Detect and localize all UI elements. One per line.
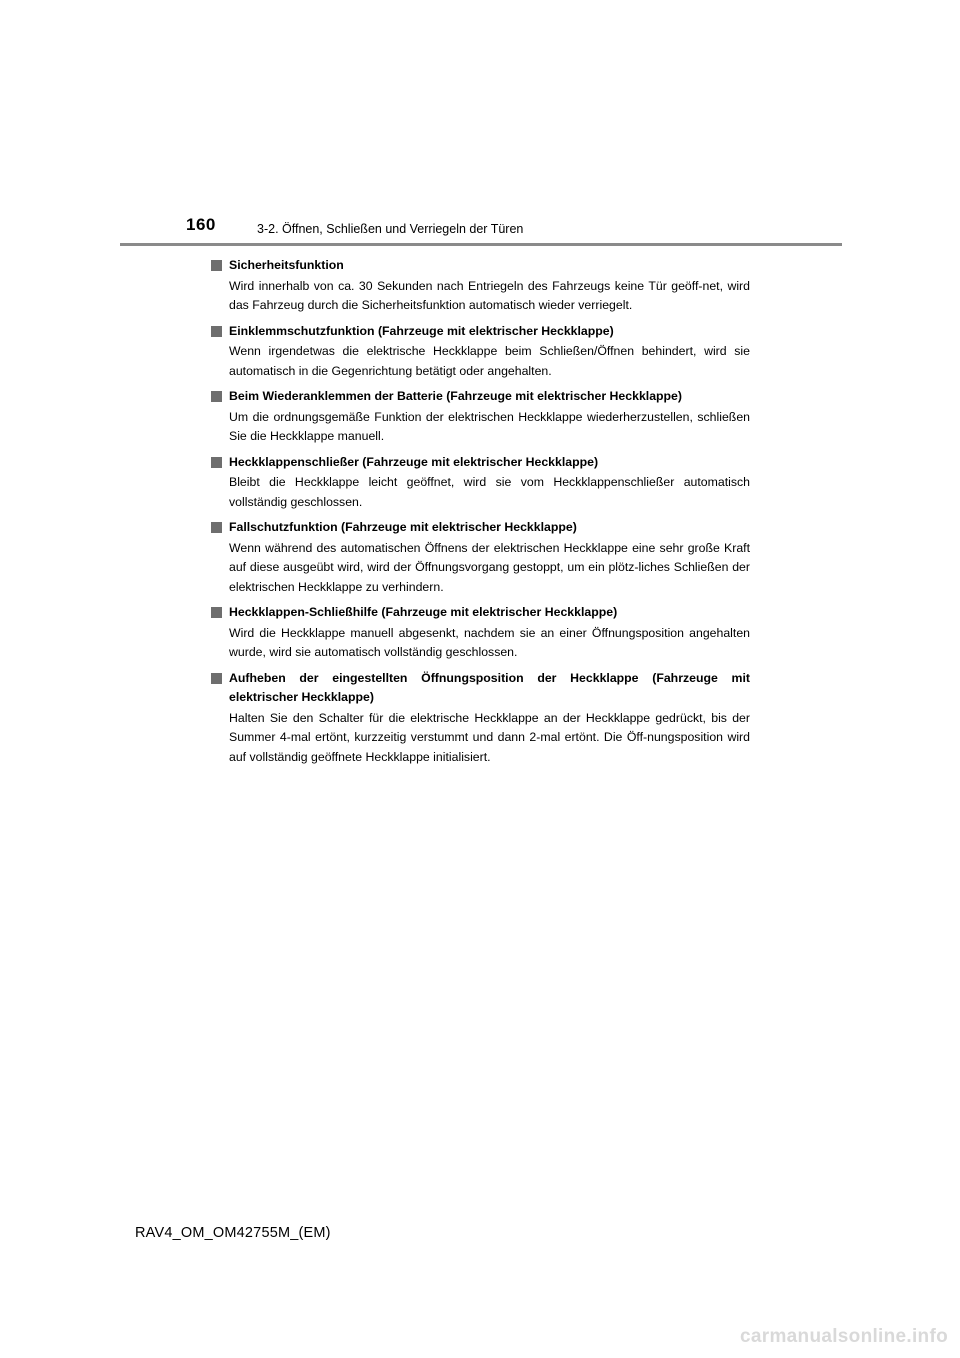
section-heading-text: Einklemmschutzfunktion (Fahrzeuge mit elektrischer Heckklappe) bbox=[229, 323, 614, 338]
section-heading bbox=[210, 518, 750, 538]
section-battery-reconnect bbox=[210, 387, 750, 447]
square-bullet-icon bbox=[211, 607, 222, 618]
square-bullet-icon bbox=[211, 522, 222, 533]
section-body: Bleibt die Heckklappe leicht geöffnet, wird sie vom Heckklappenschließer automatisch vollständig geschlossen. bbox=[229, 475, 750, 509]
section-cancel-opening-position bbox=[210, 669, 750, 768]
header-divider bbox=[120, 243, 842, 246]
section-safety-function bbox=[210, 256, 750, 316]
section-heading-text: Aufheben der eingestellten Öffnungsposition der Heckklappe (Fahrzeuge mit elektrischer Heckklappe) bbox=[229, 670, 750, 704]
square-bullet-icon bbox=[211, 457, 222, 468]
square-bullet-icon bbox=[211, 391, 222, 402]
section-heading-text: Beim Wiederanklemmen der Batterie (Fahrzeuge mit elektrischer Heckklappe) bbox=[229, 389, 682, 403]
page-number: 160 bbox=[186, 215, 216, 234]
section-body: Um die ordnungsgemäße Funktion der elektrischen Heckklappe wiederherzustellen, schließen Sie die Heckklappe manuell. bbox=[229, 409, 750, 443]
square-bullet-icon bbox=[211, 260, 222, 271]
section-jam-protection bbox=[210, 322, 750, 382]
section-heading bbox=[210, 387, 750, 407]
section-body: Wenn irgendetwas die elektrische Heckklappe beim Schließen/Öffnen behindert, wird sie automatisch in die Gegenrichtung betätigt oder angehalten. bbox=[229, 344, 750, 378]
main-content bbox=[210, 256, 750, 773]
section-closing-assist bbox=[210, 603, 750, 663]
section-heading bbox=[210, 256, 750, 276]
section-heading-text: Heckklappenschließer (Fahrzeuge mit elektrischer Heckklappe) bbox=[229, 454, 599, 469]
section-body: Wenn während des automatischen Öffnens der elektrischen Heckklappe eine sehr große Kraft auf diese ausgeübt wird, wird der Öffnungsvorgang gestoppt, um ein plötz-liches Schließen der elektrischen Heckklappe zu verhindern. bbox=[229, 540, 750, 594]
section-heading-text: Sicherheitsfunktion bbox=[229, 258, 344, 272]
section-heading bbox=[210, 669, 750, 708]
manual-code-footer: RAV4_OM_OM42755M_(EM) bbox=[135, 1225, 331, 1241]
section-title: 3-2. Öffnen, Schließen und Verriegeln der Türen bbox=[257, 222, 524, 236]
section-heading bbox=[210, 322, 750, 342]
section-body: Wird die Heckklappe manuell abgesenkt, nachdem sie an einer Öffnungsposition angehalten wurde, wird sie automatisch vollständig geschlossen. bbox=[229, 625, 750, 659]
section-heading-text: Heckklappen-Schließhilfe (Fahrzeuge mit elektrischer Heckklappe) bbox=[229, 605, 618, 619]
section-heading bbox=[210, 603, 750, 623]
square-bullet-icon bbox=[211, 673, 222, 684]
section-body: Halten Sie den Schalter für die elektrische Heckklappe an der Heckklappe gedrückt, bis der Summer 4-mal ertönt, kurzzeitig verstummt und dann 2-mal ertönt. Die Öff-nungsposition wird auf vollständig geöffnete Heckklappe initialisiert. bbox=[229, 710, 750, 764]
section-tailgate-closer bbox=[210, 453, 750, 513]
section-fall-protection bbox=[210, 518, 750, 597]
section-heading-text: Fallschutzfunktion (Fahrzeuge mit elektrischer Heckklappe) bbox=[229, 520, 577, 534]
square-bullet-icon bbox=[211, 326, 222, 337]
section-heading bbox=[210, 453, 750, 473]
section-body: Wird innerhalb von ca. 30 Sekunden nach Entriegeln des Fahrzeugs keine Tür geöff-net, wird das Fahrzeug durch die Sicherheitsfunktion automatisch wieder verriegelt. bbox=[229, 278, 750, 312]
watermark: carmanualsonline.info bbox=[740, 1326, 948, 1347]
